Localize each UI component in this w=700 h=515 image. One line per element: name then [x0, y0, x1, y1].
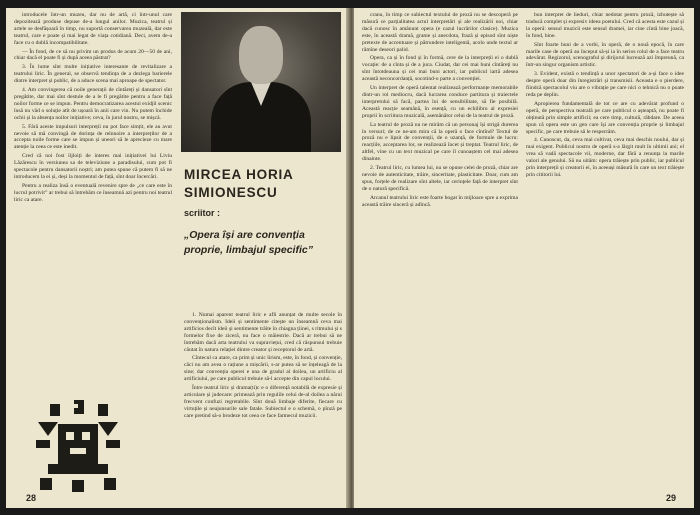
paragraph: 5. Fără aceste impulsuri interpreții nu pot face simțit, ele au avut nevoie să mă convingă de dorința de reînnoire a interpreților de a accepta noile forme care se impun și uneori să le aprecieze cu mare atenție la ceea ce este inedit. [14, 123, 172, 151]
paragraph: Un interpret de operă talentat realizează performanțe memorabile dintr-un rol mediocru, dacă lucrarea conduce partitura și traiectele interpretului să facă, partea lui de sensibilitate, să fie posibilă. Această reacție seamănă, în esență, cu un echilibru al expresiei proprii în scriitura muzicală, asemănător celui de la teatrul de proză. [362, 85, 518, 119]
paragraph: 1. Numai aparent teatrul liric e afli anunțat de multe secole în convenționalism. Ideii și sentimente citește un înseamnă ceva mai artificios decît ideii și sentimente trăite în chiagna țiinei, s ritmului și s formelor fixe de ziceră, nu face o măiestrie. Dacă ar trebui să ne întrebăm dacă arta teatrului va supraviețui, cred că răspunsul trebuie căutat în natura relației dintre creator și receptorul de artă. [184, 312, 342, 353]
paragraph: 2. Teatrul liric, cu lumea lui, nu se opune celei de proză, chiar are nevoie de autenticitate, trăire, sinceritate, plasticitate. Doar, cum am spus, forțele de realizare sînt altele, iar cerințele față de interpret sînt de o natură specifică. [362, 165, 518, 192]
author-portrait-photo [181, 12, 341, 152]
paragraph: 4. Am convingerea că noile generații de cîntăreți și dansatori sînt pregătite, dar mai sînt destule de a le fi pregătite pentru a face față noilor forme ce se impun. Pentru democratizarea acestui exidjil scenic însă nu văd o soluție atît de ușoară în anii care vin. Nu putem închide ochii și la absența noilor inițiative; ceva, în jurul nostru, se mișcă. [14, 87, 172, 121]
paragraph: cranu, în timp ce subiectul textului de proză nu se descoperă pe măsură ce parțialitatea actul interpretări și ale realizării noi, chiar dacă cunosc în amănunt opera (e cazul lucrărilor clasice). Muzica este, în această dramă, grame și anecdota, frază și episod sînt niște pretexte de accentuare și pătrundere inteligentă, acolo unde textul ar rămîne deseori palid. [362, 12, 518, 53]
left-column-1 [14, 12, 172, 390]
paragraph: Sînt foarte buni de a vorbi, în operă, de o nouă epocă, în care marile case de operă au început să-și ia în serios rolul de a face teatru adevărat. Regizorul, scenograful și dirijorul lucrează azi împreună, ca într-un singur organism artistic. [526, 41, 684, 69]
author-name-line-2: SIMIONESCU [184, 185, 278, 200]
paragraph: 4. Cunoscut, da, ceva mai cultivat, ceva mai deschis noului, dar și mai exigent. Publicul nostru de operă s-a lărgit mult în ultimii ani; el vrea să vadă spectacole vii, moderne, dar fără a renunța la marile valori ale genului. Să nu uităm: opera trăiește prin public, iar publicul prin interpreții și creatorii ei, în aceeași măsură în care un text trăiește prin cititorii lui. [526, 137, 684, 178]
right-column-1 [362, 12, 518, 488]
page-number-right: 29 [665, 493, 676, 503]
page-number-left: 28 [26, 493, 37, 503]
portrait-face [239, 26, 283, 84]
paragraph: Pentru a realiza însă o eventuală revenire spre de „ce care este în lucrul potrivit” ar trebui să întrebăm ce înseamnă azi pentru noi teatrul liric ca atare. [14, 182, 172, 203]
paragraph: Cred că noi fost îijloiți de interes mai inițiativei lui Liviu Lăzărescu în versiunea sa de televiziune a paradisului, cum pot fi spectacole pentru dansatorii noștri; am putea spune că putem fi să ne introducem la ei și, deși la momentul de față, sînt doar încercări. [14, 153, 172, 180]
paragraph: 3. Evident, există o tendință a unor spectatori de a-și face o idee despre operă doar din înregistrări și transmisii. Aceasta e o pierdere, fiindcă spectacolul viu are o vibrație pe care nici o tehnică nu o poate reda pe deplin. [526, 71, 684, 98]
pull-quote: „Opera își are convenția proprie, limbajul specific” [184, 229, 313, 256]
paragraph: Apropierea fundamentală de tot ce are cu adevărat profund o operă, de perspectiva teatrală pe care publicul o așteaptă, nu poate fi obținută prin simple artificii; ea cere timp, cultură, răbdare. De aceea spun că opera este un gen care își are convenția proprie și limbajul specific, pe care trebuie să le respectăm. [526, 100, 684, 135]
author-role: scriitor : [184, 208, 221, 218]
left-page [6, 8, 348, 508]
paragraph: La teatrul de proză nu ne mirăm că un personaj își strigă durerea în versuri; de ce ne-am mira că la operă o face cîntînd? Textul de proză nu e lipsit de convenții, de o uzanță, de formule de lucru: reacțiile, acceptarea lor, se realizează încet și treptat. Teatrul liric, de altfel, vine cu un text muzical pe care îl cunoaștem cel mai adesea dinainte. [362, 121, 518, 163]
paragraph: 3. În lume sînt multe inițiative interesante de revitalizare a teatrului liric. În general, se observă tendința de a dezlega barierele dintre interpret și public, de a aduce scena mai aproape de spectator. [14, 64, 172, 85]
right-column-2 [526, 12, 684, 488]
paragraph: Cîntecul ca atare, ca prim și unic lirism, este, în fond, și convenție, căci nu am avea o rațiune a mișcării, s-ar putea să se înțeleagă de la sine; dar convenția operei e una de gradul al doilea, un artificiu al artificiului, pe care publicul trebuie să-l accepte din capul locului. [184, 355, 342, 383]
paragraph: — În fond, de ce să nu privim un produs de acum 20—50 de ani, chiar dacă el poate fi și după aceea păstrat? [14, 48, 172, 62]
author-name-line-1: MIRCEA HORIA [184, 167, 294, 182]
paragraph: Arcanul teatrului liric este foarte bogat în mijloace spre a exprima această trăire sinceră și adîncă. [362, 194, 518, 208]
paragraph: Între teatrul liric și drama(ti)c e o diferență notabilă de expresie și articulare și judecare: primează prin regulile celui de-al doilea a nărui frecvent confuzi regretabile. Sînt două limbaje diferite, fiecare cu virtuțile și neajunsurile sale fatale. Subiectul e o schemă, o pînză pe care pretind să-o brodeze tot ceea ce face farmecul muzicii. [184, 385, 342, 419]
author-heading [184, 166, 344, 306]
left-column-2 [184, 312, 342, 488]
folk-ornament-illustration [28, 400, 128, 495]
paragraph: introducele într-un muzeu, dar nu de artă, ci într-unul care depozitează produse depuse de-a lungul anilor. Muzica, teatrul și artele se desfășoară în timp, nu suportă conservarea muzeală, dar este teatrul, care e poate și mai legat de viața cotidiană. Deci, avem de-a face cu o dublă incompatibilitate. [14, 12, 172, 46]
paragraph: bun interpret de lieduri, chiar nedotat pentru proză, izbutește să traducă complet și expresiv ideea poetului. Cred că acesta este cazul și la operă: sensul muzicii este sensul dramei, iar cine cîntă bine joacă, în fond, bine. [526, 12, 684, 39]
paragraph: Opera, ca și în fond și în formă, cere de la interpreții ei o dublă vocație: de a cînta și de a juca. Ciudat, dar cei mai buni cîntăreți nu sînt întotdeauna și cei mai buni actori, iar publicul iartă adesea această neconcordanță, socotind-o parte a convenției. [362, 55, 518, 83]
right-page [354, 8, 694, 508]
